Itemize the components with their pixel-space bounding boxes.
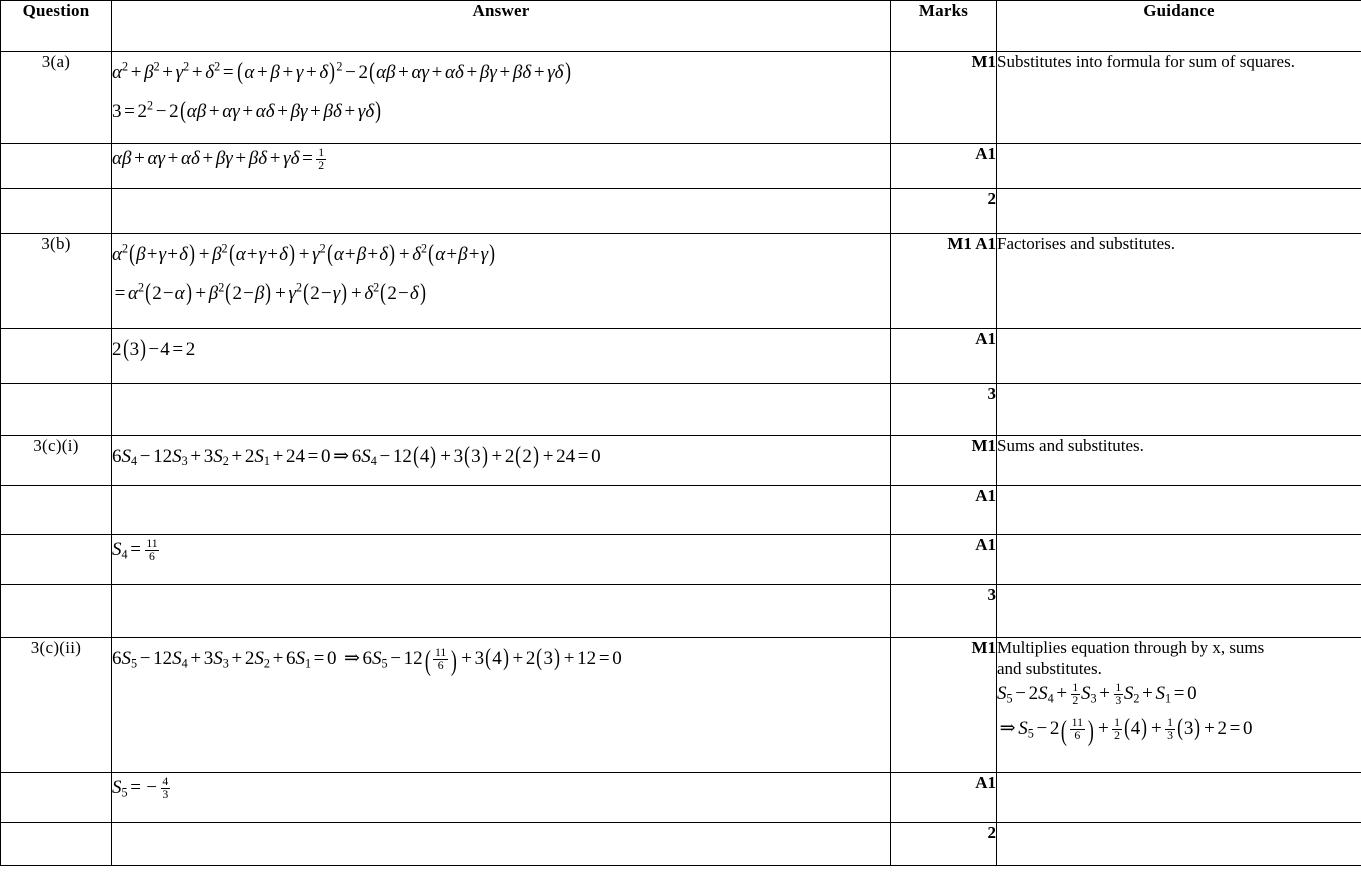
answer-equation-line: $3 = 2^2 - 2(\alpha\beta + \alpha\gamma + \alpha\delta + \beta\gamma + \beta\delta + \gamma\delta)$ [112, 97, 382, 125]
table-row [1, 486, 1361, 535]
answer-equation-line: $\alpha^2(\beta+\gamma+\delta) + \beta^2(\alpha+\gamma+\delta) + \gamma^2(\alpha+\beta+\delta) + \delta^2(\alpha+\beta+\gamma)$ [112, 240, 496, 267]
answer-equation-line: = $\alpha^2(2-\alpha) + \beta^2(2-\beta) + \gamma^2(2-\gamma) + \delta^2(2-\delta)$ [114, 279, 426, 307]
question-label [1, 189, 112, 234]
fraction-eleven-sixths: $\frac{11}{6}$ [1071, 715, 1084, 743]
table-row [1, 329, 1361, 384]
guidance-cell [997, 189, 1361, 234]
answer-equation-line: $6S_4 - 12S_3 + 3S_2 + 2S_1 + 24 = 0$ ⇒ $6S_4 - 12(4) + 3(3) + 2(2) + 24 = 0$ [112, 442, 601, 469]
marks-cell: A1 [891, 773, 997, 823]
table-row [1, 535, 1361, 585]
answer-equation-line: αβ + αγ + αδ + βγ + βδ + γδ = $\frac{1}{2}$ [112, 145, 325, 172]
guidance-cell [997, 144, 1361, 189]
marks-total-cell: 2 [891, 189, 997, 234]
question-label [1, 773, 112, 823]
table-row [1, 189, 1361, 234]
table-row [1, 52, 1361, 144]
question-label: 3(c)(i) [1, 436, 112, 486]
answer-cell [112, 486, 891, 535]
answer-cell [112, 329, 891, 384]
answer-cell [112, 585, 891, 638]
marks-cell: A1 [891, 329, 997, 384]
guidance-cell: Factorises and substitutes. [997, 234, 1361, 329]
answer-cell [112, 52, 891, 144]
guidance-cell [997, 384, 1361, 436]
table-body [1, 52, 1361, 866]
fraction-one-half: $\frac{1}{2}$ [1072, 681, 1079, 708]
answer-equation-line: $\alpha^2 + \beta^2 + \gamma^2 + \delta^2 = (\alpha + \beta + \gamma + \delta)^2 - 2(\alpha\beta + \alpha\gamma + \alpha\delta + \beta\gamma + \beta\delta + \gamma\delta)$ [112, 58, 571, 85]
question-label: 3(c)(ii) [1, 638, 112, 773]
question-label [1, 486, 112, 535]
guidance-cell [997, 638, 1361, 773]
marks-cell: M1 [891, 638, 997, 773]
question-label: 3(b) [1, 234, 112, 329]
fraction-one-half: $\frac{1}{2}$ [318, 145, 325, 172]
fraction-eleven-sixths: $\frac{11}{6}$ [434, 645, 447, 673]
column-header-answer: Answer [112, 1, 891, 52]
marks-cell: M1 [891, 52, 997, 144]
marks-total-cell: 2 [891, 823, 997, 866]
answer-equation-line: 2(3) −4 = 2 [112, 335, 196, 362]
answer-cell [112, 535, 891, 585]
fraction-one-third: $\frac{1}{3}$ [1167, 715, 1174, 743]
question-label [1, 823, 112, 866]
table-header [1, 1, 1361, 52]
fraction-four-thirds: $\frac{4}{3}$ [162, 774, 169, 801]
header-row [1, 1, 1361, 52]
table-row [1, 144, 1361, 189]
table-row [1, 638, 1361, 773]
table-row [1, 384, 1361, 436]
guidance-cell [997, 486, 1361, 535]
answer-equation-line: $S_4$ = $\frac{11}{6}$ [112, 536, 158, 563]
guidance-equation-line: ⇒ $S_5 - 2$( $\frac{11}{6}$ ) + $\frac{1}{2}$ (4) + $\frac{1}{3}$ (3) + 2 = 0 [999, 714, 1253, 747]
fraction-one-half: $\frac{1}{2}$ [1114, 715, 1120, 743]
guidance-cell [997, 329, 1361, 384]
question-label [1, 535, 112, 585]
question-label [1, 329, 112, 384]
answer-cell [112, 234, 891, 329]
marks-cell: A1 [891, 486, 997, 535]
marks-cell: A1 [891, 144, 997, 189]
table-row [1, 823, 1361, 866]
question-label [1, 585, 112, 638]
answer-cell [112, 638, 891, 773]
answer-equation-line: $S_5$ = − $\frac{4}{3}$ [112, 774, 169, 801]
table-row [1, 234, 1361, 329]
marks-cell: M1 A1 [891, 234, 997, 329]
column-header-marks: Marks [891, 1, 997, 52]
guidance-equation-line: $S_5 - 2S_4$ + $\frac{1}{2}$ $S_3$ + $\frac{1}{3}$ $S_2 + S_1 = 0$ [997, 681, 1197, 708]
guidance-text-line: and substitutes. [997, 658, 1102, 678]
guidance-cell [997, 823, 1361, 866]
question-label [1, 384, 112, 436]
answer-cell [112, 773, 891, 823]
fraction-one-third: $\frac{1}{3}$ [1115, 681, 1122, 708]
guidance-cell: Sums and substitutes. [997, 436, 1361, 486]
answer-equation-line: $6S_5 - 12S_4 + 3S_3 + 2S_2 + 6S_1 = 0$ ⇒ $6S_5 - 12$( $\frac{11}{6}$ ) + 3(4) + 2(3) + 12 = 0 [112, 644, 622, 677]
guidance-cell [997, 773, 1361, 823]
answer-cell [112, 436, 891, 486]
marks-total-cell: 3 [891, 585, 997, 638]
guidance-cell [997, 535, 1361, 585]
fraction-eleven-sixths: $\frac{11}{6}$ [146, 536, 158, 563]
marks-cell: A1 [891, 535, 997, 585]
answer-cell [112, 189, 891, 234]
marks-cell: M1 [891, 436, 997, 486]
guidance-cell: Substitutes into formula for sum of squares. [997, 52, 1361, 144]
guidance-cell [997, 585, 1361, 638]
question-label [1, 144, 112, 189]
answer-cell [112, 384, 891, 436]
question-label: 3(a) [1, 52, 112, 144]
marks-total-cell: 3 [891, 384, 997, 436]
column-header-guidance: Guidance [997, 1, 1361, 52]
answer-cell [112, 823, 891, 866]
table-row [1, 585, 1361, 638]
column-header-question: Question [1, 1, 112, 52]
table-row [1, 436, 1361, 486]
table-row [1, 773, 1361, 823]
guidance-text-line: Multiplies equation through by x, sums [997, 638, 1265, 657]
answer-cell [112, 144, 891, 189]
